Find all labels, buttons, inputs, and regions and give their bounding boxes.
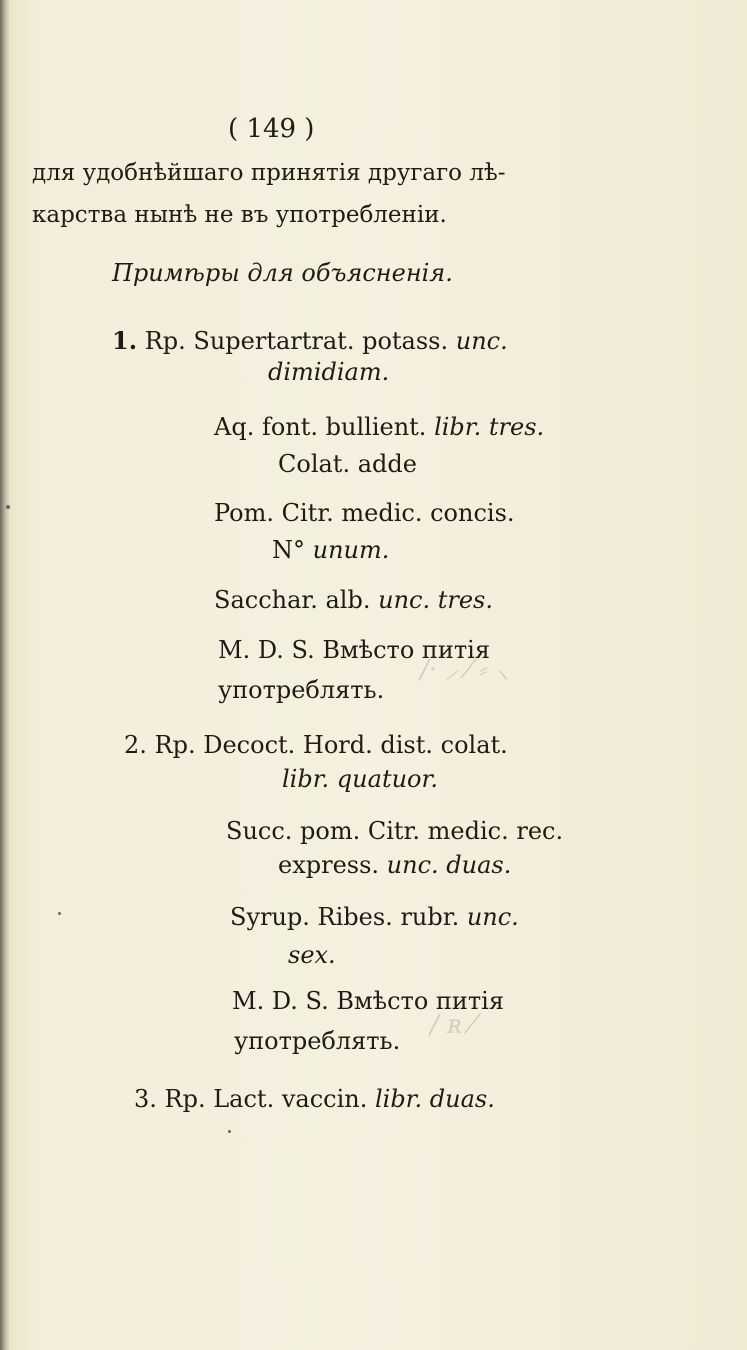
example-3 bbox=[134, 1084, 495, 1114]
example-2-line-5 bbox=[230, 902, 519, 932]
pencil-scribble: /· ⸝ ⁄ ⸗ ⸜ bbox=[420, 655, 510, 685]
example-1-line-4: Colat. adde bbox=[278, 450, 417, 478]
example-1-line-6 bbox=[272, 535, 389, 565]
example-1-line-3 bbox=[214, 412, 544, 442]
example-1-line-5: Pom. Citr. medic. concis. bbox=[214, 499, 515, 527]
example-2 bbox=[124, 730, 508, 760]
prescription-text: express. bbox=[278, 851, 387, 879]
example-1-line-7 bbox=[214, 585, 493, 615]
paper-speck bbox=[6, 505, 10, 509]
example-2-line-4 bbox=[278, 850, 511, 880]
prescription-italic: unc. tres. bbox=[378, 586, 493, 614]
prescription-text: Rp. Lact. vaccin. bbox=[164, 1085, 375, 1113]
prescription-italic: libr. duas. bbox=[374, 1085, 495, 1113]
example-1-line-9: употреблять. bbox=[218, 676, 385, 704]
pencil-scribble: / ʀ ⁄ bbox=[430, 1010, 475, 1040]
example-number: 3. bbox=[134, 1085, 157, 1113]
example-1 bbox=[112, 326, 508, 356]
prescription-text: N° bbox=[272, 536, 313, 564]
prescription-italic: unum. bbox=[312, 536, 390, 564]
paper-speck bbox=[58, 912, 61, 915]
prescription-text: Sacchar. alb. bbox=[214, 586, 379, 614]
page-number: ( 149 ) bbox=[228, 114, 315, 144]
prescription-text: Aq. font. bullient. bbox=[214, 413, 435, 441]
prescription-italic: unc. bbox=[466, 903, 519, 931]
example-2-line-6: sex. bbox=[288, 941, 336, 969]
example-2-line-3: Succ. pom. Citr. medic. rec. bbox=[226, 817, 564, 845]
intro-line-1: для удобнѣйшаго принятія другаго лѣ- bbox=[32, 160, 506, 186]
prescription-text: Rp. Decoct. Hord. dist. colat. bbox=[154, 731, 508, 759]
section-title: Примѣры для объясненія. bbox=[112, 259, 453, 287]
prescription-italic: unc. duas. bbox=[386, 851, 512, 879]
prescription-italic: unc. bbox=[455, 327, 508, 355]
example-1-line-8: M. D. S. Вмѣсто питія bbox=[218, 636, 490, 664]
prescription-text: Syrup. Ribes. rubr. bbox=[230, 903, 467, 931]
page-spine-edge bbox=[0, 0, 10, 1350]
intro-line-2: карства нынѣ не въ употребленіи. bbox=[32, 202, 447, 228]
example-2-line-2: libr. quatuor. bbox=[282, 765, 438, 793]
prescription-italic: libr. tres. bbox=[434, 413, 545, 441]
example-1-line-2: dimidiam. bbox=[268, 358, 390, 386]
prescription-text: Rp. Supertartrat. potass. bbox=[144, 327, 456, 355]
example-number: 2. bbox=[124, 731, 147, 759]
example-number: 1. bbox=[112, 326, 138, 355]
example-2-line-8: употреблять. bbox=[234, 1027, 401, 1055]
example-2-line-7: M. D. S. Вмѣсто питія bbox=[232, 987, 504, 1015]
paper-speck bbox=[228, 1130, 231, 1133]
